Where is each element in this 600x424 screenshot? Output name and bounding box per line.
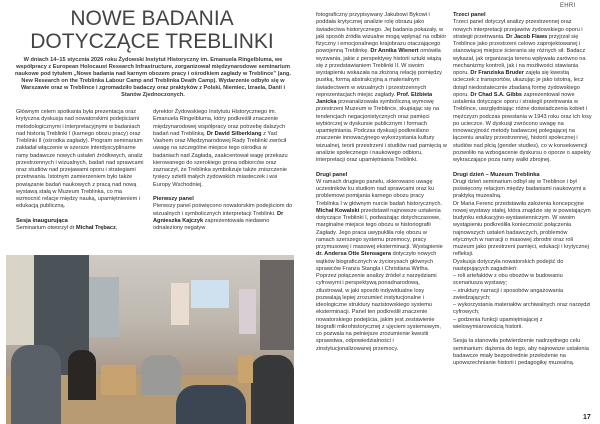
section-heading: Pierwszy panel — [153, 196, 194, 202]
text-run: Drugi dzień seminarium odbył się w Treblince i był poświęcony relacjom między badaniami naukowymi a praktyką muzealną. — [453, 178, 586, 200]
text-run: dotyczyło nowych wątków biograficznych w życiorysach głównych sprawców Franza Stangla i Christiana Wirtha. Poprzez połączenie analizy źródeł z narzędziami cyfrowymi i perspektywą ponadnarodową, zilustrował, w jaki sposób indywidualne losy pozwalają lepiej zrozumieć instytucjonalne i ideologiczne struktury nazistowskiego systemu eksterminacji. Panel ten podkreślił znaczenie nowatorskiego podejścia, jakim jest zestawienie biografii mikrohistorycznej z ujęciem systemowym, co pozwala na pełniejsze zrozumienie kwestii sprawstwa, odpowiedzialności i zinstytucjonalizowanej przemocy. — [316, 251, 441, 352]
photo-screen — [191, 280, 229, 308]
paragraph — [316, 179, 447, 353]
speaker-name: Dr Jacob Flaws — [506, 33, 548, 40]
text-run: – wykorzystania materiałów archiwalnych oraz narzędzi cyfrowych; — [453, 302, 591, 316]
photo-audience — [176, 385, 246, 424]
paragraph — [453, 288, 592, 303]
text-column-3 — [316, 12, 447, 353]
seminar-photo — [6, 255, 294, 424]
photo-chairs — [238, 355, 253, 383]
paragraph — [453, 302, 592, 317]
speaker-name: Prof. Elżbieta Janicka — [316, 91, 433, 105]
photo-window — [89, 277, 119, 337]
paragraph — [453, 179, 592, 201]
speaker-name: Dr Franziska Bruder — [470, 70, 524, 76]
text-run: Głównym celem spotkania była prezentacja oraz krytyczna dyskusja nad nowatorskimi podejściami metodologicznymi i interpretacyjnymi w badaniach nad historią Treblinki I (karnego obozu pracy) oraz Treblinki II (ośrodka zagłady). Program seminarium zakładał włączenie w szersze interdyscyplinarne ramy badawcze nowych ustaleń źródłowych, analiz przestrzennych i wizualnych, badań nad sprawcami oraz studiów nad przejawami oporu i strategiami przetrwania. Istotnym zamierzeniem było także powiązanie badań naukowych z pracą nad nową wystawą stałą w Muzeum Treblinka, co ma wzmocnić relacje między nauką, upamiętnieniem i edukacją publiczną. — [16, 109, 144, 210]
text-run: fotograficzny przypisywany Jakubowi Bykowi i poddała krytycznej analizie rolę obrazu jako świadectwa historycznego. Jej badania pokazały, w jaki sposób źródła wizualne mogą wpłynąć na odbiór fizyczny i emocjonalnego krajobrazu otaczającego powojenną Treblinkę. — [316, 12, 447, 55]
photo-audience — [141, 355, 181, 395]
photo-curtain — [260, 260, 294, 350]
paragraph — [453, 201, 592, 259]
photo-audience — [68, 350, 96, 400]
text-run: Dyskusja dotyczyła nowatorskich podejść do następujących zagadnień: — [453, 258, 564, 272]
speaker-name: Dr Agnieszka Kajczyk — [153, 210, 284, 224]
page-number: 17 — [583, 414, 591, 421]
paragraph-spacer — [16, 211, 147, 218]
text-run: , — [115, 225, 118, 231]
section-heading: Sesja inaugurująca — [16, 217, 68, 224]
text-run: Dr Maria Ferenc przedstawiła założenia koncepcyjne nowej wystawy stałej, która znajdzie się w powstającym budynku edukacyjno-wystawienniczym. W swoim wystąpieniu podkreśliła konieczność połączenia najnowszych ustaleń badawczych, problemów etycznych w narracji o masowej zbrodni oraz roli muzeum jako przestrzeni pamięci, edukacji i krytycznej refleksji. — [453, 200, 591, 258]
paragraph — [316, 12, 447, 164]
paragraph-spacer — [453, 164, 592, 171]
text-run: zajęła się kwestią ucieczek z transportów, ukazując je jako istotną, lecz dotąd niedostatecznie zbadaną formę żydowskiego oporu. — [453, 70, 584, 98]
speaker-name: Dr Chad S.A. Gibbs — [470, 91, 523, 98]
speaker-name: Dr David Silberklang — [206, 130, 262, 137]
text-run: zaprezentowała niedawno odnaleziony negatyw — [153, 217, 270, 231]
paragraph — [453, 317, 592, 332]
section-heading: Trzeci panel — [453, 12, 486, 18]
paragraph — [153, 203, 293, 232]
section-heading: Drugi panel — [316, 171, 348, 178]
section-tag: EHRI — [560, 3, 576, 9]
paragraph — [453, 19, 592, 164]
text-run: omówiła wyzwania, jakie z perspektywy historii sztuki wiążą się z przedstawianiem Treblinki II. W swoim wystąpieniu wskazała na złożoną relację pomiędzy pustką, formą abstrakcyjną a materialnym świadectwem w wizualnych i przestrzennych reprezentacjach miejsc zagłady. — [316, 48, 442, 98]
article-title: NOWE BADANIA DOTYCZĄCE TREBLINKI — [30, 7, 274, 53]
text-run: przeanalizowała symboliczną wymowę przestrzeni Muzeum w Treblince, skupiając się na tendencjach negacjonistycznych oraz pamięci wybiórczej w dyskursie publicznym i formach upamiętniania. Podczas dyskusji podkreślano znaczenie innowacyjnego wykorzystania kultury wizualnej, teorii przestrzeni i studiów nad pamięcią w analizie społecznego i naukowego odbioru, interpretacji oraz upamiętniania Treblinki. — [316, 99, 447, 163]
text-run: Pierwszy panel poświęcono nowatorskim podejściom do wizualnych i symbolicznych interpretacji Treblinki. — [153, 203, 293, 217]
paragraph — [453, 259, 592, 274]
paragraph — [16, 225, 147, 232]
paragraph — [16, 109, 147, 211]
paragraph — [453, 273, 592, 288]
text-run: zaprezentował nowe ustalenia dotyczące oporu i strategii przetrwania w Treblince, uwzględniając różne doświadczenia kobiet i mężczyzn podczas powstania w 1943 roku oraz ich losy po ucieczce. W dyskusji zwrócono uwagę na innowacyjność metody badawczej polegającej na łączeniu analizy przestrzennej, historii społecznej i studiów nad płcią (gender studies), co w konsekwencji pozwoliło na wzbogacenie dyskursu o oporze o aspekty wykraczające poza ramy walki zbrojnej. — [453, 91, 592, 163]
speaker-name: Michał Trębacz — [76, 225, 116, 231]
paragraph-spacer — [316, 164, 447, 171]
text-run: Seminarium otworzył dr — [16, 225, 76, 231]
speaker-name: Michał Kowalski — [316, 207, 360, 214]
photo-window — [6, 255, 34, 345]
text-column-4 — [453, 12, 592, 367]
paragraph — [453, 338, 592, 367]
text-run: przyjrzał się Treblince jako przestrzeni celowo zaprojektowanej i stanowiącej miejsce ścierania się różnych sił. Badacz wykazał, jak organizacja terenu wpływała zarówno na mechanizmy kontroli, jak i na możliwości stawiania oporu. — [453, 33, 586, 76]
photo-audience — [251, 355, 294, 424]
text-run: W ramach drugiego panelu, skierowano uwagę uczestników ku studiom nad sprawcami oraz ku problemowi pomijania karnego obozu pracy Treblinka I w głównym nurcie badań historycznych. — [316, 178, 443, 207]
text-run: – godzenia funkcji upamiętniającej z wielowymiarowością historii. — [453, 316, 543, 330]
speaker-name: dr. Andersa Otte Stensagera — [316, 251, 392, 258]
text-run: z Yad Vashem oraz Międzynarodowej Rady Treblinki zwrócił uwagę na szczególne miejsce tego ośrodka w badaniach nad Zagładą, zaakcentował wagę przekazu kierowanego do szerokiego grona odbiorców oraz zaznaczył, że Treblinka symbolizuje także zniszczenie tysięcy sztetli małych żydowskich miasteczek i wsi Europy Wschodniej. — [153, 130, 288, 188]
section-heading: Drugi dzień – Muzeum Treblinka — [453, 171, 540, 178]
text-column-2 — [153, 109, 293, 232]
photo-banner — [239, 289, 256, 334]
text-run: Sesja ta stanowiła potwierdzenie nadrzędnego celu seminarium: dążenia do tego, aby najnowsze ustalenia badawcze miały bezpośrednie przełożenie na upowszechnianie historii i pedagogikę muzealną. — [453, 338, 589, 366]
text-run: przedstawił najnowsze ustalenia dotyczące Treblinki I, podważając dotychczasowe, marginalne miejsce tego obozu w historiografii Zagłady. Jego praca uwypukliła rolę obozu w ramach szerszego systemu przemocy, pracy przymusowej i masowej eksterminacji. Wystąpienie — [316, 207, 443, 250]
text-run: – struktury narracji i sposobów angażowania zwiedzających; — [453, 287, 564, 301]
photo-chairs — [101, 365, 136, 395]
speaker-name: Dr Annika Wienert — [370, 48, 419, 55]
photo-banner — [171, 283, 189, 325]
paragraph-spacer — [453, 331, 592, 338]
photo-audience — [11, 345, 61, 424]
text-column-1 — [16, 109, 147, 232]
text-run: – roli artefaktów z obu obozów w budowaniu scenariusza wystawy; — [453, 273, 563, 287]
text-run: Trzeci panel dotyczył analizy przestrzennej oraz nowych interpretacji przejawów żydowskiego oporu i strategii przetrwania. — [453, 19, 583, 40]
article-lead: W dniach 14–15 stycznia 2026 roku Żydowski Instytut Historyczny im. Emanuela Ringelbluma, we współpracy z European Holocaust Research Infrastructure, zorganizował międzynarodowe seminarium naukowe pod tytułem „Nowe badania nad karnym obozem pracy i ośrodkiem zagłady w Treblince” (ang. New Research on the Treblinka Labour Camp and Treblinka Death Camp). Wydarzenie odbyło się w Warszawie oraz w Treblince i zgromadziło badaczy oraz praktyków z Polski, Niemiec, Izraela, Danii i Stanów Zjednoczonych. — [14, 57, 292, 99]
paragraph-spacer — [153, 189, 293, 196]
paragraph — [153, 109, 293, 189]
text-run: dyrektor Żydowskiego Instytutu Historycznego im. Emanuela Ringelbluma, który podkreślił znaczenie międzynarodowej współpracy oraz potrzebę dalszych badań nad Treblinką. — [153, 109, 286, 137]
